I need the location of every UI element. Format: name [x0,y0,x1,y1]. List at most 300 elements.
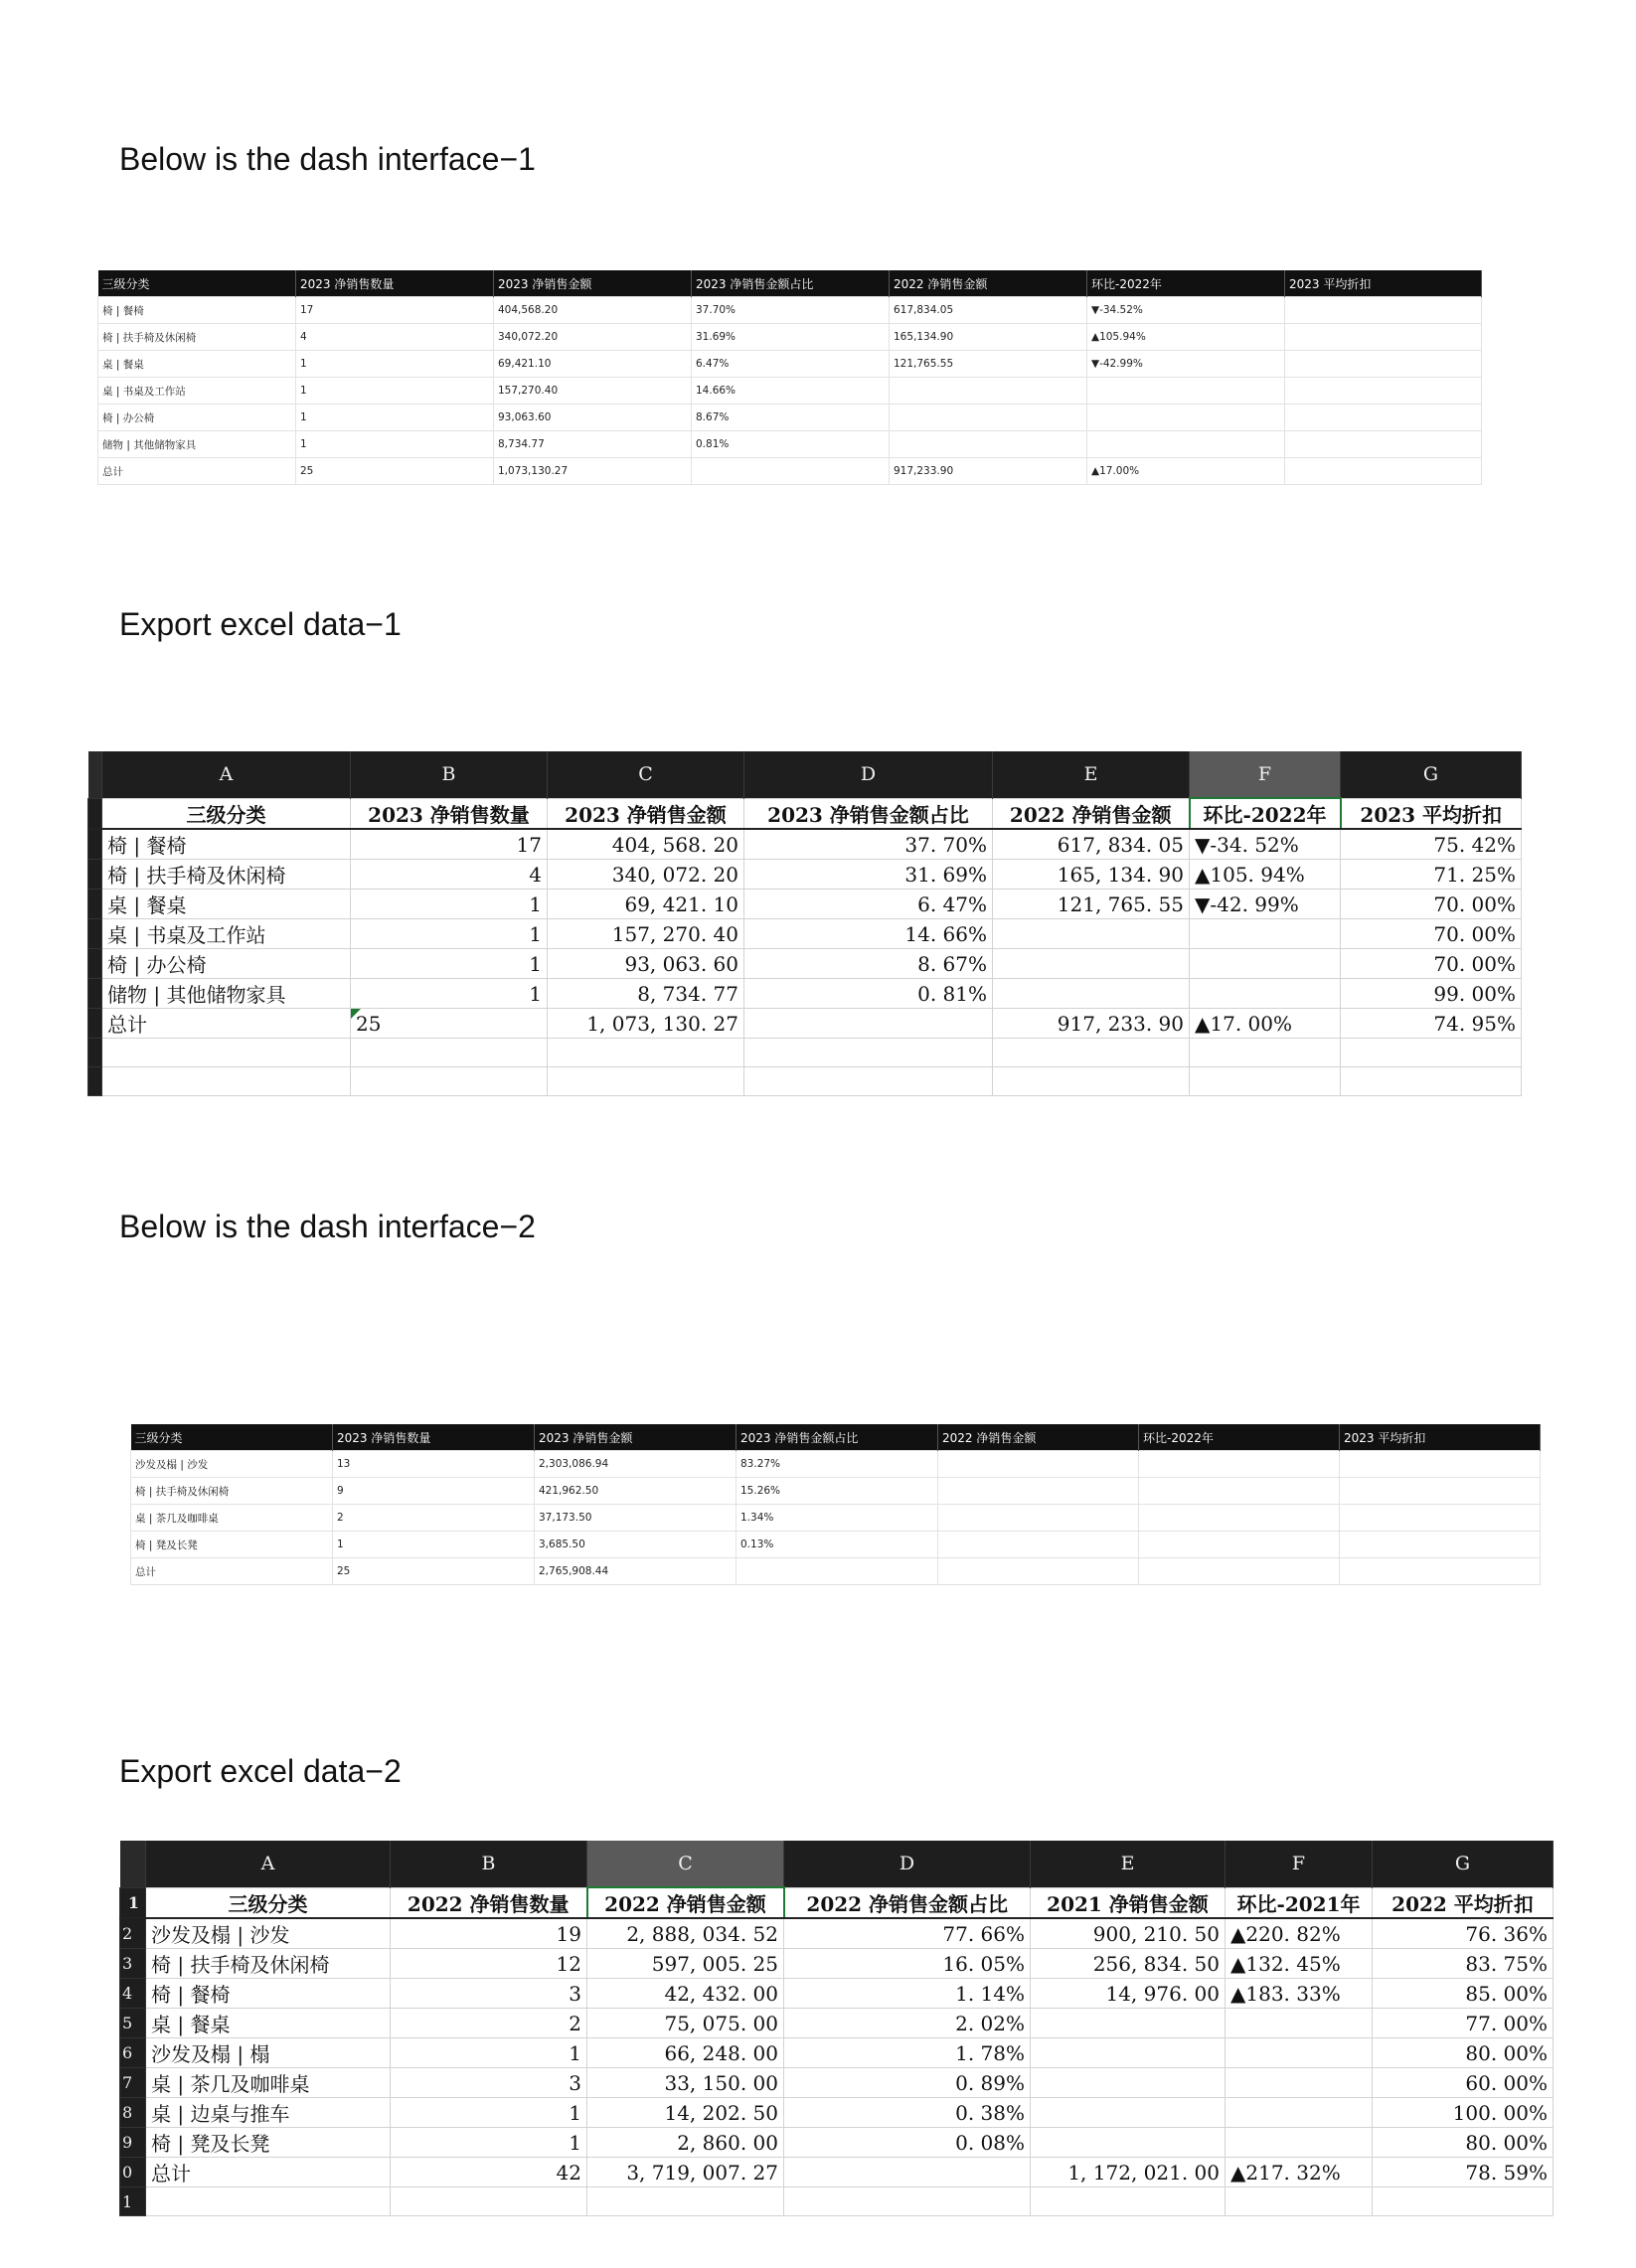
cell: 31.69% [692,324,890,351]
dash1-header[interactable]: 2023 净销售金额占比 [692,270,890,297]
table-row [131,1451,1541,1478]
cell [1340,1505,1541,1532]
cell[interactable] [1190,949,1341,979]
dash1-header-row [98,270,1482,297]
cell: 1 [296,431,494,458]
cell[interactable]: 2022 净销售金额占比 [784,1887,1031,1918]
table-row [131,1532,1541,1558]
table-row [120,2038,1554,2068]
select-all-corner[interactable] [88,751,102,798]
table-row [88,919,1522,949]
cell[interactable]: 1. 78% [784,2038,1031,2068]
cell[interactable]: ▲183. 33% [1226,1979,1373,2009]
cell[interactable]: 256, 834. 50 [1031,1949,1226,1979]
cell[interactable]: 1 [351,949,548,979]
cell[interactable]: 2021 净销售金额 [1031,1887,1226,1918]
dash2-header[interactable]: 2022 净销售金额 [938,1424,1139,1451]
dash2-header[interactable]: 2023 平均折扣 [1340,1424,1541,1451]
cell[interactable]: 76. 36% [1373,1918,1554,1949]
cell[interactable]: 总计 [146,2158,391,2187]
cell[interactable]: 椅 | 扶手椅及休闲椅 [102,860,351,890]
cell[interactable] [1031,2098,1226,2128]
cell: ▲17.00% [1087,458,1285,485]
row-number[interactable] [88,1009,102,1039]
row-number[interactable]: 1 [120,2187,146,2216]
cell[interactable]: 三级分类 [146,1887,391,1918]
cell[interactable]: 0. 89% [784,2068,1031,2098]
cell[interactable] [146,2187,391,2216]
cell: 2,765,908.44 [535,1558,736,1585]
cell[interactable]: 2. 02% [784,2009,1031,2038]
cell: 93,063.60 [494,405,692,431]
cell[interactable] [548,1039,744,1067]
table-row [131,1478,1541,1505]
dash2-header[interactable]: 2023 净销售数量 [333,1424,535,1451]
table-row [88,890,1522,919]
cell[interactable]: 165, 134. 90 [993,860,1190,890]
cell: 0.13% [736,1532,938,1558]
cell [1139,1558,1340,1585]
cell[interactable]: 69, 421. 10 [548,890,744,919]
cell: 沙发及榻 | 沙发 [131,1451,333,1478]
cell: 6.47% [692,351,890,378]
cell: 桌 | 餐桌 [98,351,296,378]
row-number[interactable]: 0 [120,2158,146,2187]
column-header-row [88,751,1522,798]
cell[interactable]: 80. 00% [1373,2038,1554,2068]
dash2-header-row [131,1424,1541,1451]
cell[interactable]: 8, 734. 77 [548,979,744,1009]
cell: 917,233.90 [890,458,1087,485]
cell: 椅 | 办公椅 [98,405,296,431]
column-header[interactable]: F [1226,1841,1373,1887]
cell-with-error-flag[interactable]: 25 [351,1009,548,1039]
table-row [98,405,1482,431]
cell[interactable]: 12 [391,1949,587,1979]
cell[interactable]: 2022 平均折扣 [1373,1887,1554,1918]
header-row [120,1887,1554,1918]
column-header-selected[interactable]: C [587,1841,784,1887]
table-row [131,1505,1541,1532]
cell[interactable] [1031,2038,1226,2068]
table-row [120,1979,1554,2009]
cell[interactable]: ▲132. 45% [1226,1949,1373,1979]
column-header-row [120,1841,1554,1887]
cell[interactable]: 椅 | 餐椅 [102,829,351,860]
cell[interactable]: 1. 14% [784,1979,1031,2009]
cell[interactable]: 总计 [102,1009,351,1039]
cell [1087,405,1285,431]
cell[interactable]: 14, 202. 50 [587,2098,784,2128]
cell[interactable]: 8. 67% [744,949,993,979]
cell [1340,1478,1541,1505]
cell[interactable]: 椅 | 凳及长凳 [146,2128,391,2158]
table-row [98,378,1482,405]
cell: 3,685.50 [535,1532,736,1558]
row-number[interactable] [88,890,102,919]
cell[interactable]: 37. 70% [744,829,993,860]
cell[interactable]: 42, 432. 00 [587,1979,784,2009]
cell[interactable] [1031,2009,1226,2038]
cell[interactable]: 2022 净销售金额 [993,798,1190,829]
cell[interactable]: ▼-34. 52% [1190,829,1341,860]
cell[interactable] [351,1039,548,1067]
cell: ▼-34.52% [1087,297,1285,324]
cell[interactable] [1226,2038,1373,2068]
cell [938,1558,1139,1585]
row-number[interactable]: 9 [120,2128,146,2158]
cell[interactable] [351,1067,548,1096]
cell[interactable]: 1, 172, 021. 00 [1031,2158,1226,2187]
cell: 9 [333,1478,535,1505]
cell[interactable]: 77. 66% [784,1918,1031,1949]
column-header[interactable]: A [146,1841,391,1887]
dash1-header[interactable]: 2023 净销售数量 [296,270,494,297]
cell[interactable]: 617, 834. 05 [993,829,1190,860]
cell[interactable] [1373,2187,1554,2216]
cell [1139,1451,1340,1478]
cell[interactable]: 4 [351,860,548,890]
cell[interactable]: 三级分类 [102,798,351,829]
cell[interactable]: 917, 233. 90 [993,1009,1190,1039]
table-row [120,2128,1554,2158]
column-header-selected[interactable]: F [1190,751,1341,798]
dash1-header[interactable]: 环比-2022年 [1087,270,1285,297]
cell: 椅 | 扶手椅及休闲椅 [98,324,296,351]
cell: 404,568.20 [494,297,692,324]
cell: 1 [296,378,494,405]
cell[interactable] [1226,2009,1373,2038]
cell [1139,1478,1340,1505]
cell: ▼-42.99% [1087,351,1285,378]
column-header[interactable]: E [993,751,1190,798]
table-row [98,431,1482,458]
cell: 25 [296,458,494,485]
cell[interactable]: 157, 270. 40 [548,919,744,949]
header-row [88,798,1522,829]
cell: 4 [296,324,494,351]
cell: 1 [296,405,494,431]
row-number[interactable]: 3 [120,1949,146,1979]
cell[interactable]: 100. 00% [1373,2098,1554,2128]
cell[interactable]: 17 [351,829,548,860]
cell[interactable] [784,2158,1031,2187]
cell[interactable]: 70. 00% [1341,890,1522,919]
cell[interactable]: ▲17. 00% [1190,1009,1341,1039]
cell[interactable] [1190,979,1341,1009]
cell[interactable] [102,1067,351,1096]
cell-selected[interactable]: 2022 净销售金额 [587,1887,784,1918]
table-row [88,949,1522,979]
cell[interactable]: 1 [391,2038,587,2068]
cell: 1,073,130.27 [494,458,692,485]
cell[interactable]: 1 [351,979,548,1009]
cell: 17 [296,297,494,324]
cell[interactable]: 1, 073, 130. 27 [548,1009,744,1039]
table-row [88,979,1522,1009]
cell[interactable]: 桌 | 餐桌 [146,2009,391,2038]
dash1-header[interactable]: 2023 平均折扣 [1285,270,1482,297]
section-title-dash2: Below is the dash interface−2 [119,1209,536,1244]
cell [1340,1558,1541,1585]
cell[interactable]: 900, 210. 50 [1031,1918,1226,1949]
cell[interactable]: 6. 47% [744,890,993,919]
section-title-dash1: Below is the dash interface−1 [119,141,536,177]
cell: 桌 | 书桌及工作站 [98,378,296,405]
cell[interactable]: 3 [391,1979,587,2009]
cell: 37.70% [692,297,890,324]
cell[interactable]: 597, 005. 25 [587,1949,784,1979]
cell[interactable] [548,1067,744,1096]
cell[interactable]: 80. 00% [1373,2128,1554,2158]
dash1-header[interactable]: 2022 净销售金额 [890,270,1087,297]
cell[interactable]: 93, 063. 60 [548,949,744,979]
cell: 165,134.90 [890,324,1087,351]
cell[interactable]: ▲217. 32% [1226,2158,1373,2187]
cell[interactable] [1031,2187,1226,2216]
cell[interactable]: 71. 25% [1341,860,1522,890]
cell: 13 [333,1451,535,1478]
cell[interactable]: 沙发及榻 | 榻 [146,2038,391,2068]
cell[interactable]: 14. 66% [744,919,993,949]
cell[interactable]: 75. 42% [1341,829,1522,860]
cell[interactable]: 2022 净销售数量 [391,1887,587,1918]
cell: 421,962.50 [535,1478,736,1505]
dash2-header[interactable]: 三级分类 [131,1424,333,1451]
table-row [98,297,1482,324]
cell[interactable] [993,979,1190,1009]
cell [1285,405,1482,431]
cell: 椅 | 扶手椅及休闲椅 [131,1478,333,1505]
section-title-excel2: Export excel data−2 [119,1753,402,1789]
cell[interactable]: 沙发及榻 | 沙发 [146,1918,391,1949]
cell[interactable]: 3 [391,2068,587,2098]
table-row [88,860,1522,890]
cell[interactable] [1341,1039,1522,1067]
table-row [98,324,1482,351]
row-number[interactable]: 6 [120,2038,146,2068]
cell[interactable]: 桌 | 书桌及工作站 [102,919,351,949]
cell[interactable]: 1 [351,890,548,919]
dash2-header[interactable]: 环比-2022年 [1139,1424,1340,1451]
column-header[interactable]: G [1373,1841,1554,1887]
cell[interactable]: 70. 00% [1341,919,1522,949]
cell[interactable]: 2023 净销售金额 [548,798,744,829]
cell [736,1558,938,1585]
cell[interactable]: 19 [391,1918,587,1949]
dash2-header[interactable]: 2023 净销售金额占比 [736,1424,938,1451]
table-row [120,1918,1554,1949]
cell[interactable]: 78. 59% [1373,2158,1554,2187]
cell[interactable]: 70. 00% [1341,949,1522,979]
cell[interactable] [1341,1067,1522,1096]
cell[interactable] [993,1067,1190,1096]
cell[interactable] [744,1009,993,1039]
cell [1285,458,1482,485]
cell[interactable] [1190,1039,1341,1067]
cell: 121,765.55 [890,351,1087,378]
cell[interactable] [993,949,1190,979]
cell [890,405,1087,431]
cell[interactable]: 1 [391,2128,587,2158]
table-row [120,2068,1554,2098]
column-header[interactable]: D [784,1841,1031,1887]
cell [1139,1532,1340,1558]
cell: 0.81% [692,431,890,458]
table-row-total [98,458,1482,485]
cell[interactable] [1190,1067,1341,1096]
cell[interactable]: 0. 38% [784,2098,1031,2128]
section-title-excel1: Export excel data−1 [119,606,402,642]
cell[interactable]: 椅 | 餐椅 [146,1979,391,2009]
cell[interactable]: 桌 | 边桌与推车 [146,2098,391,2128]
cell[interactable]: 99. 00% [1341,979,1522,1009]
cell[interactable]: 2023 平均折扣 [1341,798,1522,829]
column-header[interactable]: D [744,751,993,798]
cell: 椅 | 餐椅 [98,297,296,324]
cell[interactable]: 储物 | 其他储物家具 [102,979,351,1009]
cell[interactable]: 0. 08% [784,2128,1031,2158]
cell: 14.66% [692,378,890,405]
dash1-header[interactable]: 2023 净销售金额 [494,270,692,297]
cell[interactable] [587,2187,784,2216]
cell[interactable]: ▲220. 82% [1226,1918,1373,1949]
empty-row [88,1039,1522,1067]
empty-row [88,1067,1522,1096]
cell[interactable] [102,1039,351,1067]
cell[interactable] [993,1039,1190,1067]
cell[interactable] [744,1039,993,1067]
table-row-total [120,2158,1554,2187]
dash2-header[interactable]: 2023 净销售金额 [535,1424,736,1451]
cell [1285,324,1482,351]
row-number[interactable] [88,829,102,860]
dash1-header[interactable]: 三级分类 [98,270,296,297]
cell[interactable] [1226,2187,1373,2216]
cell[interactable] [1226,2128,1373,2158]
cell[interactable]: 椅 | 办公椅 [102,949,351,979]
cell[interactable] [1226,2098,1373,2128]
row-number[interactable]: 1 [120,1887,146,1918]
row-number[interactable] [88,1067,102,1096]
row-number[interactable] [88,949,102,979]
row-number[interactable]: 5 [120,2009,146,2038]
cell-selected[interactable]: 环比-2022年 [1190,798,1341,829]
column-header[interactable]: E [1031,1841,1226,1887]
row-number[interactable]: 8 [120,2098,146,2128]
cell: 1 [296,351,494,378]
cell[interactable]: 83. 75% [1373,1949,1554,1979]
cell [1340,1532,1541,1558]
cell[interactable]: ▲105. 94% [1190,860,1341,890]
cell[interactable]: ▼-42. 99% [1190,890,1341,919]
cell[interactable]: 2, 860. 00 [587,2128,784,2158]
column-header[interactable]: C [548,751,744,798]
cell[interactable]: 桌 | 茶几及咖啡桌 [146,2068,391,2098]
cell[interactable]: 85. 00% [1373,1979,1554,2009]
cell [692,458,890,485]
cell[interactable] [1031,2128,1226,2158]
cell[interactable]: 0. 81% [744,979,993,1009]
cell: 总计 [98,458,296,485]
table-row [98,351,1482,378]
column-header[interactable]: B [391,1841,587,1887]
row-number[interactable] [88,979,102,1009]
cell[interactable]: 1 [351,919,548,949]
cell[interactable]: 74. 95% [1341,1009,1522,1039]
cell[interactable]: 31. 69% [744,860,993,890]
cell[interactable] [1031,2068,1226,2098]
cell[interactable] [391,2187,587,2216]
column-header[interactable]: A [102,751,351,798]
cell: 157,270.40 [494,378,692,405]
cell: 1 [333,1532,535,1558]
cell[interactable]: 椅 | 扶手椅及休闲椅 [146,1949,391,1979]
cell[interactable]: 340, 072. 20 [548,860,744,890]
cell[interactable]: 66, 248. 00 [587,2038,784,2068]
cell[interactable]: 3, 719, 007. 27 [587,2158,784,2187]
row-number[interactable] [88,860,102,890]
cell[interactable] [784,2187,1031,2216]
cell[interactable] [1190,919,1341,949]
cell[interactable]: 404, 568. 20 [548,829,744,860]
cell[interactable] [744,1067,993,1096]
cell: 617,834.05 [890,297,1087,324]
cell[interactable]: 121, 765. 55 [993,890,1190,919]
cell[interactable]: 2023 净销售金额占比 [744,798,993,829]
cell [890,378,1087,405]
row-number[interactable] [88,919,102,949]
column-header[interactable]: G [1341,751,1522,798]
column-header[interactable]: B [351,751,548,798]
dash-table-1 [97,270,1482,485]
cell[interactable]: 2, 888, 034. 52 [587,1918,784,1949]
cell[interactable]: 1 [391,2098,587,2128]
cell[interactable]: 42 [391,2158,587,2187]
cell: 69,421.10 [494,351,692,378]
cell[interactable]: 桌 | 餐桌 [102,890,351,919]
cell[interactable]: 77. 00% [1373,2009,1554,2038]
cell: 2,303,086.94 [535,1451,736,1478]
row-number[interactable] [88,1039,102,1067]
cell: 椅 | 凳及长凳 [131,1532,333,1558]
row-number[interactable] [88,798,102,829]
cell: 15.26% [736,1478,938,1505]
row-number[interactable]: 2 [120,1918,146,1949]
select-all-corner[interactable] [120,1841,146,1887]
cell[interactable]: 75, 075. 00 [587,2009,784,2038]
cell: 储物 | 其他储物家具 [98,431,296,458]
row-number[interactable]: 7 [120,2068,146,2098]
table-row-total [131,1558,1541,1585]
cell[interactable]: 60. 00% [1373,2068,1554,2098]
cell[interactable] [1226,2068,1373,2098]
cell [1285,378,1482,405]
cell[interactable]: 环比-2021年 [1226,1887,1373,1918]
cell[interactable] [993,919,1190,949]
cell[interactable]: 14, 976. 00 [1031,1979,1226,2009]
cell[interactable]: 2023 净销售数量 [351,798,548,829]
cell [890,431,1087,458]
cell: 37,173.50 [535,1505,736,1532]
table-row [120,2098,1554,2128]
cell[interactable]: 33, 150. 00 [587,2068,784,2098]
row-number[interactable]: 4 [120,1979,146,2009]
cell[interactable]: 16. 05% [784,1949,1031,1979]
cell: 桌 | 茶几及咖啡桌 [131,1505,333,1532]
cell: 2 [333,1505,535,1532]
cell[interactable]: 2 [391,2009,587,2038]
